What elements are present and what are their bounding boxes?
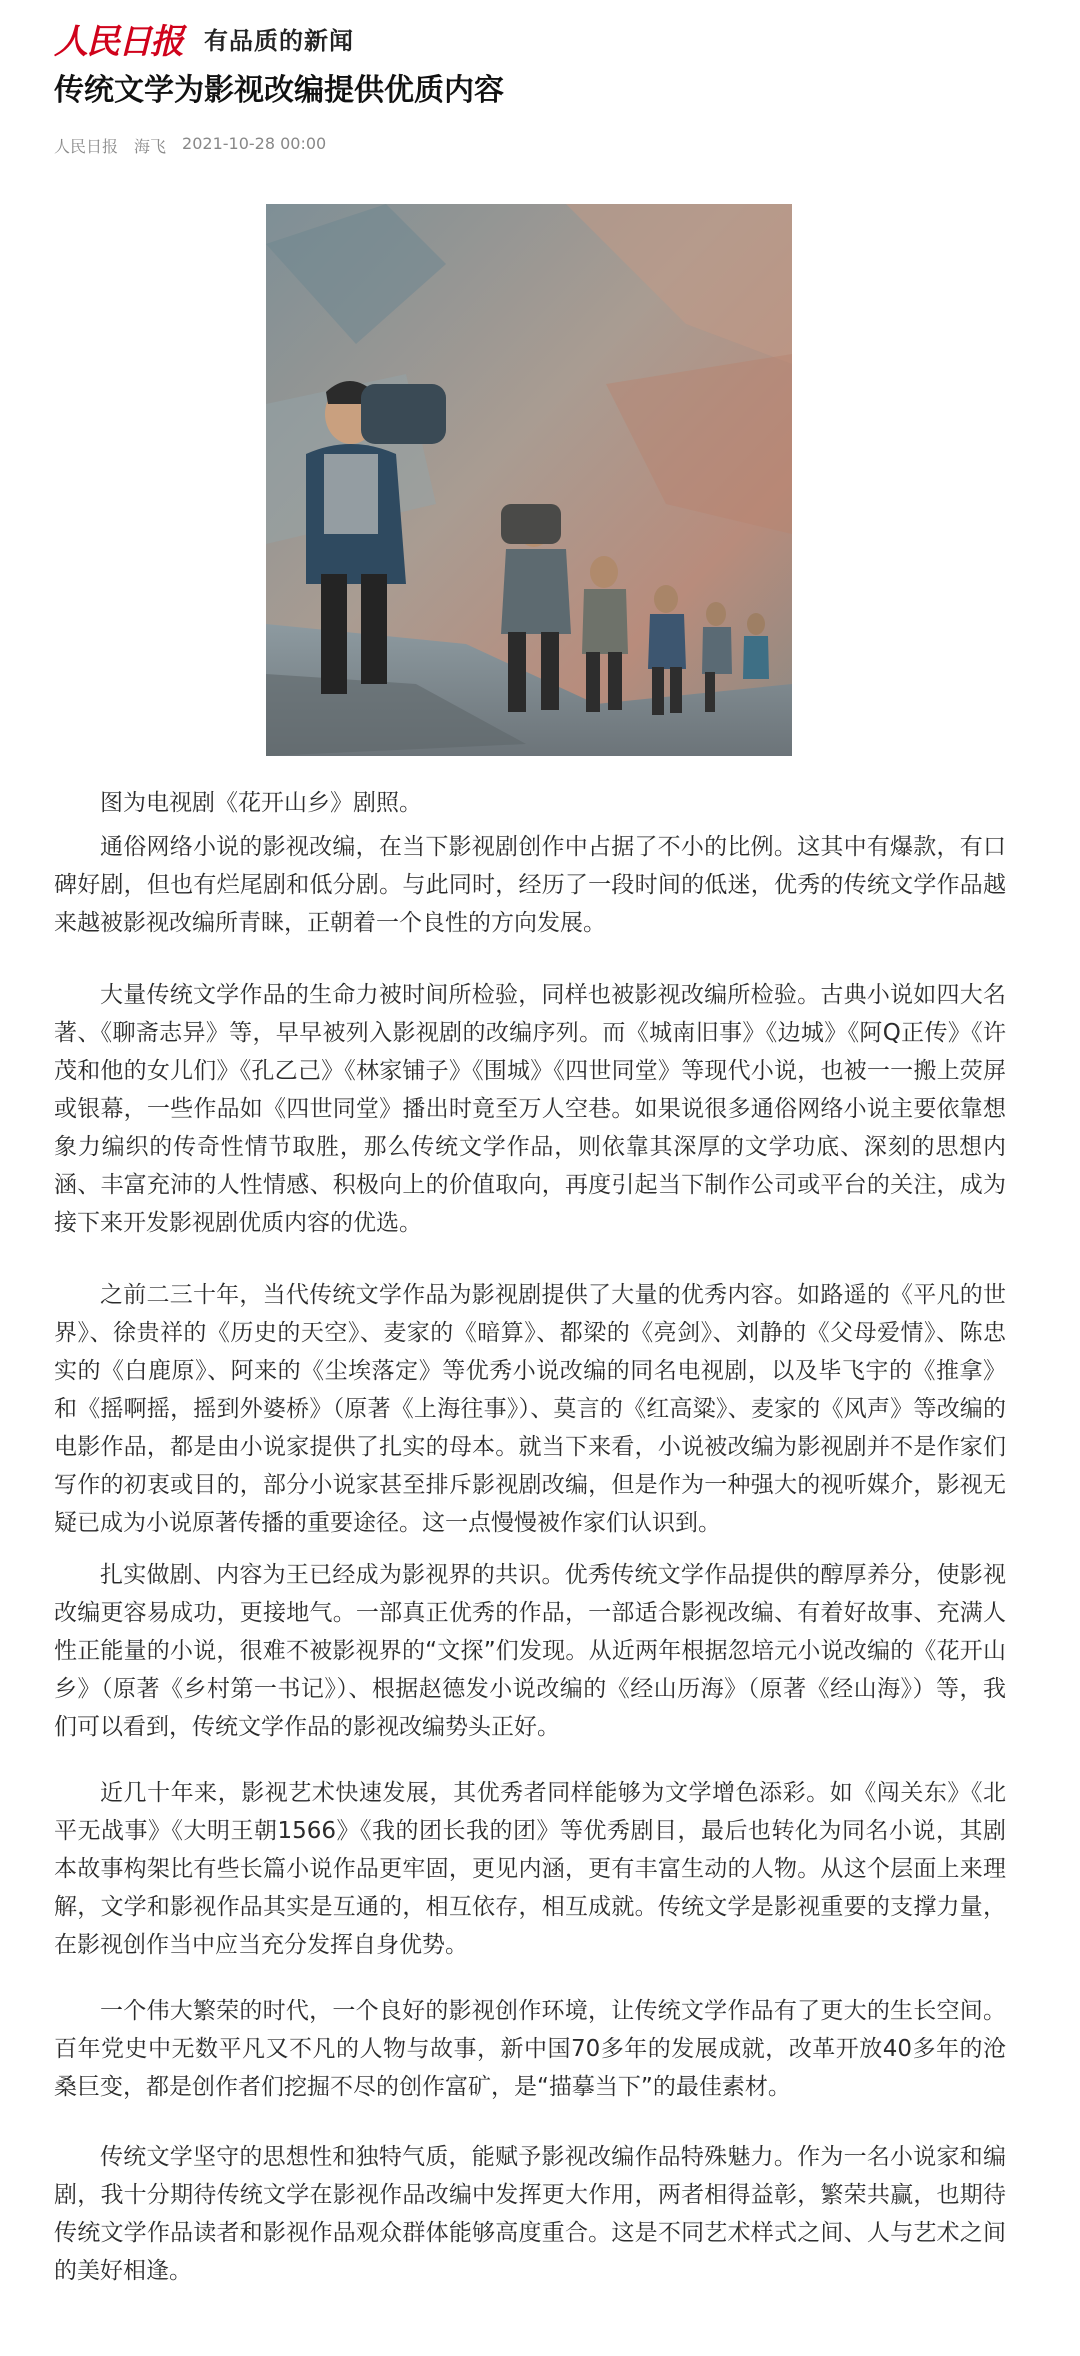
article-paragraph-1: 通俗网络小说的影视改编，在当下影视剧创作中占据了不小的比例。这其中有爆款，有口碑好剧，但也有烂尾剧和低分剧。与此同时，经历了一段时间的低迷，优秀的传统文学作品越来越被影视改编所青睐，正朝着一个良性的方向发展。 <box>54 834 1006 936</box>
masthead-slogan: 有品质的新闻 <box>204 25 354 55</box>
article-datetime: 2021-10-28 00:00 <box>182 134 327 153</box>
article-paragraph-6: 一个伟大繁荣的时代，一个良好的影视创作环境，让传统文学作品有了更大的生长空间。百年党史中无数平凡又不凡的人物与故事，新中国70多年的发展成就，改革开放40多年的沧桑巨变，都是创作者们挖掘不尽的创作富矿，是“描摹当下”的最佳素材。 <box>54 1998 1006 2100</box>
article-author: 海飞 <box>134 137 167 156</box>
peoples-daily-logo[interactable]: 人民日报 <box>54 21 182 62</box>
masthead <box>54 14 354 62</box>
drama-still-photo <box>266 204 792 756</box>
article-source: 人民日报 <box>54 137 119 156</box>
article-paragraph-5: 近几十年来，影视艺术快速发展，其优秀者同样能够为文学增色添彩。如《闯关东》《北平无战事》《大明王朝1566》《我的团长我的团》等优秀剧目，最后也转化为同名小说，其剧本故事构架比有些长篇小说作品更牢固，更见内涵，更有丰富生动的人物。从这个层面上来理解，文学和影视作品其实是互通的，相互依存，相互成就。传统文学是影视重要的支撑力量，在影视创作当中应当充分发挥自身优势。 <box>54 1780 1006 1958</box>
article-paragraph-7: 传统文学坚守的思想性和独特气质，能赋予影视改编作品特殊魅力。作为一名小说家和编剧，我十分期待传统文学在影视作品改编中发挥更大作用，两者相得益彰，繁荣共赢，也期待传统文学作品读者和影视作品观众群体能够高度重合。这是不同艺术样式之间、人与艺术之间的美好相逢。 <box>54 2144 1006 2284</box>
article-paragraph-4: 扎实做剧、内容为王已经成为影视界的共识。优秀传统文学作品提供的醇厚养分，使影视改编更容易成功，更接地气。一部真正优秀的作品，一部适合影视改编、有着好故事、充满人性正能量的小说，很难不被影视界的“文探”们发现。从近两年根据忽培元小说改编的《花开山乡》（原著《乡村第一书记》）、根据赵德发小说改编的《经山历海》（原著《经山海》）等，我们可以看到，传统文学作品的影视改编势头正好。 <box>54 1562 1006 1740</box>
article-title: 传统文学为影视改编提供优质内容 <box>54 73 504 108</box>
article-paragraph-3: 之前二三十年，当代传统文学作品为影视剧提供了大量的优秀内容。如路遥的《平凡的世界》、徐贵祥的《历史的天空》、麦家的《暗算》、都梁的《亮剑》、刘静的《父母爱情》、陈忠实的《白鹿原》、阿来的《尘埃落定》等优秀小说改编的同名电视剧，以及毕飞宇的《推拿》和《摇啊摇，摇到外婆桥》（原著《上海往事》）、莫言的《红高粱》、麦家的《风声》等改编的电影作品，都是由小说家提供了扎实的母本。就当下来看，小说被改编为影视剧并不是作家们写作的初衷或目的，部分小说家甚至排斥影视剧改编，但是作为一种强大的视听媒介，影视无疑已成为小说原著传播的重要途径。这一点慢慢被作家们认识到。 <box>54 1282 1006 1536</box>
article-meta <box>54 134 326 157</box>
image-caption: 图为电视剧《花开山乡》剧照。 <box>100 790 422 816</box>
article-paragraph-2: 大量传统文学作品的生命力被时间所检验，同样也被影视改编所检验。古典小说如四大名著、《聊斋志异》等，早早被列入影视剧的改编序列。而《城南旧事》《边城》《阿Q正传》《许茂和他的女儿们》《孔乙己》《林家铺子》《围城》《四世同堂》等现代小说，也被一一搬上荧屏或银幕，一些作品如《四世同堂》播出时竟至万人空巷。如果说很多通俗网络小说主要依靠想象力编织的传奇性情节取胜，那么传统文学作品，则依靠其深厚的文学功底、深刻的思想内涵、丰富充沛的人性情感、积极向上的价值取向，再度引起当下制作公司或平台的关注，成为接下来开发影视剧优质内容的优选。 <box>54 982 1006 1236</box>
